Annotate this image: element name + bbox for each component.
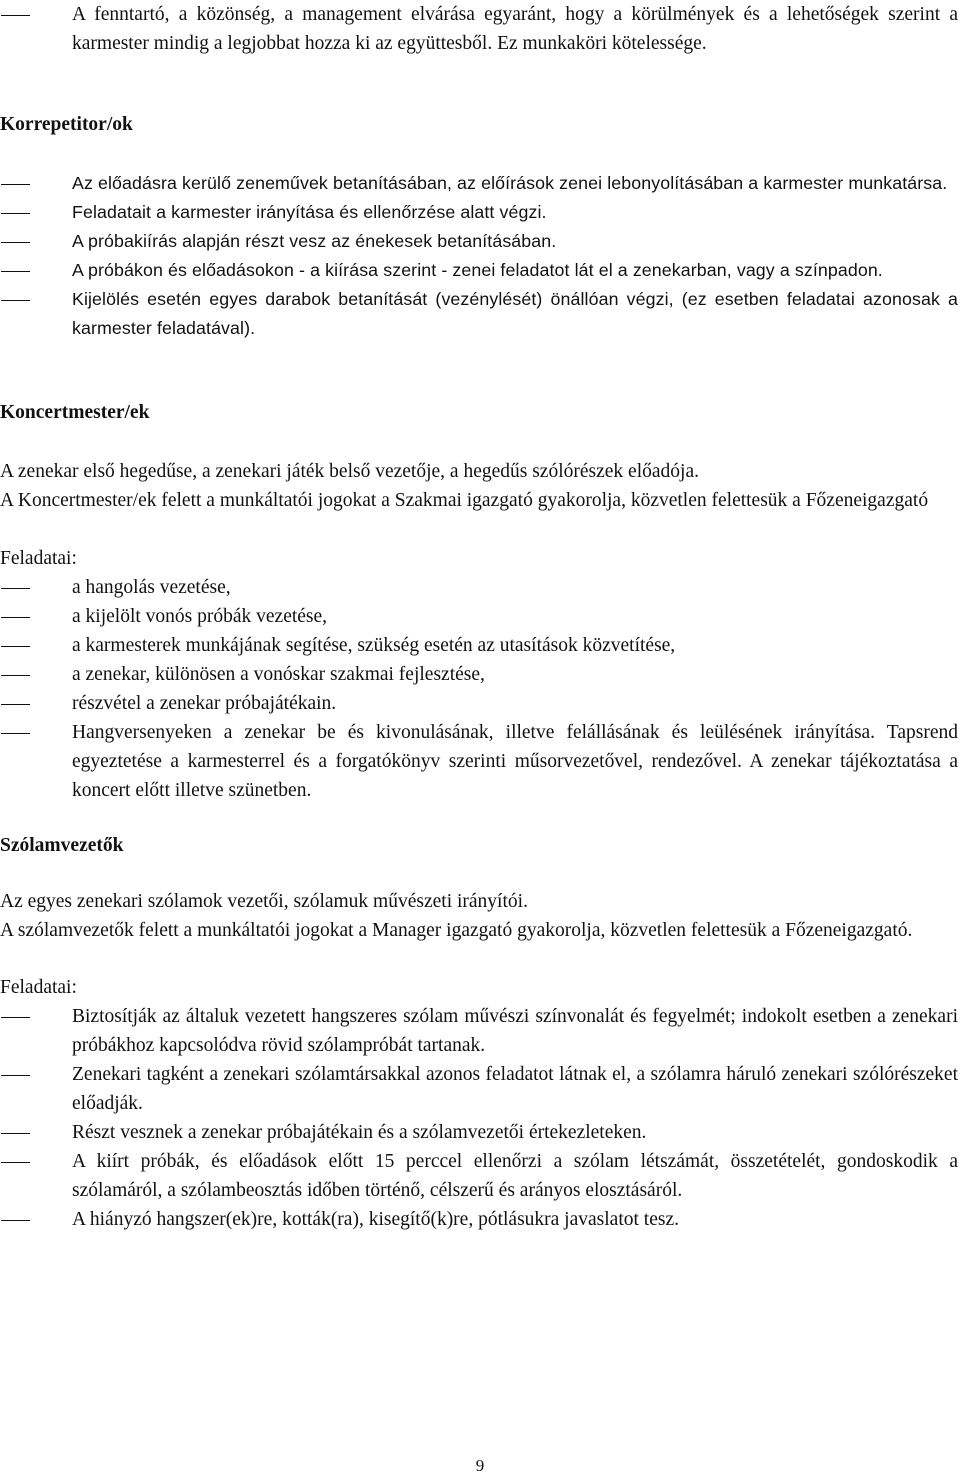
list-item: Részt vesznek a zenekar próbajátékain és a szólamvezetői értekezleteken. [0, 1118, 958, 1147]
list-item: Zenekari tagként a zenekari szólamtársakkal azonos feladatot látnak el, a szólamra háruló zenekari szólórészeket előadják. [0, 1060, 958, 1118]
szolamvezetok-tasks-list [0, 1002, 958, 1234]
szolamvezetok-description: Az egyes zenekari szólamok vezetői, szólamuk művészeti irányítói. [0, 891, 528, 912]
heading-korrepetitor: Korrepetitor/ok [0, 114, 133, 135]
heading-szolamvezetok: Szólamvezetők [0, 835, 124, 856]
list-item: részvétel a zenekar próbajátékain. [0, 689, 958, 718]
list-item: a karmesterek munkájának segítése, szükség esetén az utasítások közvetítése, [0, 631, 958, 660]
list-item: A próbákon és előadásokon - a kiírása szerint - zenei feladatot lát el a zenekarban, vagy a színpadon. [0, 256, 958, 285]
list-item: A hiányzó hangszer(ek)re, kották(ra), kisegítő(k)re, pótlásukra javaslatot tesz. [0, 1205, 958, 1234]
list-item: A próbakiírás alapján részt vesz az énekesek betanításában. [0, 227, 958, 256]
list-item: Hangversenyeken a zenekar be és kivonulásának, illetve felállásának és leülésének irányítása. Tapsrend egyeztetése a karmesterrel és a forgatókönyv szerinti műsorvezetővel, rendezővel. A zenekar tájékoztatása a koncert előtt illetve szünetben. [0, 718, 958, 805]
list-item: A fenntartó, a közönség, a management elvárása egyaránt, hogy a körülmények és a lehetőségek szerint a karmester mindig a legjobbat hozza ki az együttesből. Ez munkaköri kötelessége. [0, 0, 958, 58]
koncertmester-tasks-list [0, 573, 958, 805]
szolamvezetok-supervision: A szólamvezetők felett a munkáltatói jogokat a Manager igazgató gyakorolja, közvetlen felettesük a Főzeneigazgató. [0, 920, 913, 941]
koncertmester-description: A zenekar első hegedűse, a zenekari játék belső vezetője, a hegedűs szólórészek előadója. [0, 461, 699, 482]
heading-koncertmester: Koncertmester/ek [0, 402, 150, 423]
list-item: A kiírt próbák, és előadások előtt 15 perccel ellenőrzi a szólam létszámát, összetételét, gondoskodik a szólamáról, a szólambeosztás időben történő, célszerű és arányos elosztásáról. [0, 1147, 958, 1205]
list-item: Az előadásra kerülő zeneművek betanításában, az előírások zenei lebonyolításában a karmester munkatársa. [0, 169, 958, 198]
intro-list [0, 0, 958, 58]
koncertmester-tasks-label: Feladatai: [0, 548, 77, 569]
list-item: Kijelölés esetén egyes darabok betanítását (vezénylését) önállóan végzi, (ez esetben feladatai azonosak a karmester feladatával). [0, 285, 958, 343]
list-item: a kijelölt vonós próbák vezetése, [0, 602, 958, 631]
korrepetitor-list [0, 169, 958, 343]
list-item: a zenekar, különösen a vonóskar szakmai fejlesztése, [0, 660, 958, 689]
list-item: Feladatait a karmester irányítása és ellenőrzése alatt végzi. [0, 198, 958, 227]
szolamvezetok-tasks-label: Feladatai: [0, 977, 77, 998]
list-item: a hangolás vezetése, [0, 573, 958, 602]
page-number: 9 [475, 1456, 485, 1475]
list-item: Biztosítják az általuk vezetett hangszeres szólam művészi színvonalát és fegyelmét; indokolt esetben a zenekari próbákhoz kapcsolódva rövid szólampróbát tartanak. [0, 1002, 958, 1060]
koncertmester-supervision: A Koncertmester/ek felett a munkáltatói jogokat a Szakmai igazgató gyakorolja, közvetlen felettesük a Főzeneigazgató [0, 490, 929, 511]
